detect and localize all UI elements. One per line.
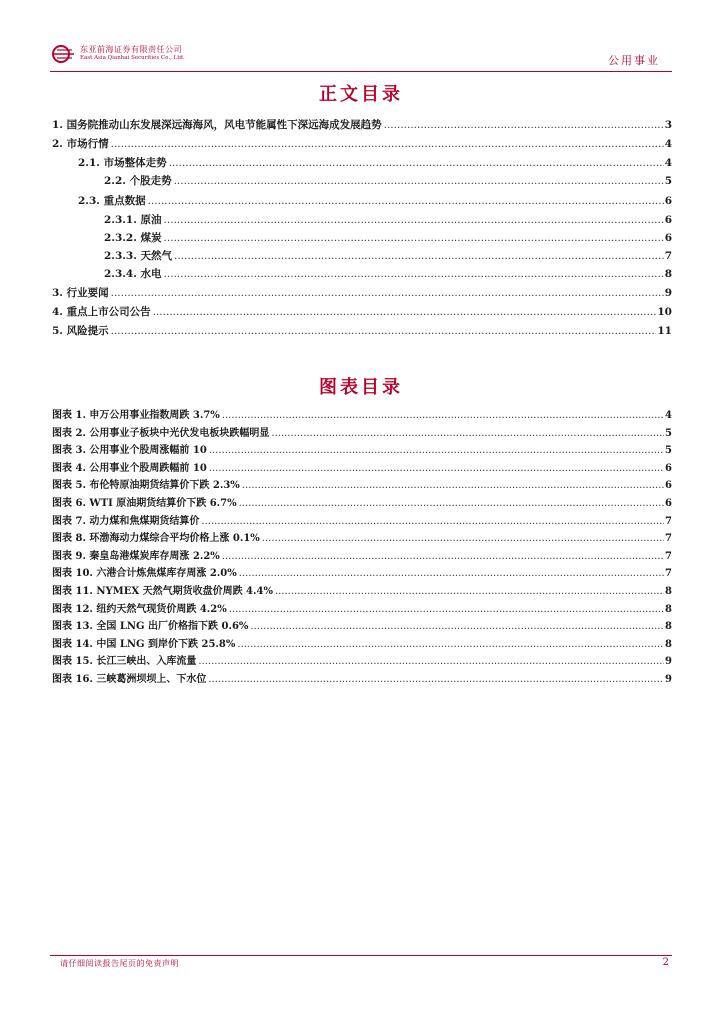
toc-entry[interactable] [104, 230, 672, 246]
entry-page-number: 7 [665, 533, 672, 545]
toc-entry[interactable] [52, 323, 672, 339]
entry-page-number: 10 [657, 306, 672, 318]
dot-leader [222, 549, 664, 565]
figure-entry[interactable] [52, 478, 672, 494]
entry-label: 图表 12. 纽约天然气现货价周跌 4.2% [52, 603, 227, 615]
toc-entry[interactable] [104, 266, 672, 282]
entry-label: 图表 1. 申万公用事业指数周跌 3.7% [52, 410, 220, 421]
entry-page-number: 9 [664, 287, 672, 299]
dot-leader [148, 193, 664, 209]
dot-leader [262, 531, 664, 547]
entry-page-number: 9 [665, 674, 672, 685]
entry-label: 2.1. 市场整体走势 [78, 157, 167, 169]
entry-label: 图表 11. NYMEX 天然气期货收盘价周跌 4.4% [52, 586, 273, 597]
toc-title: 正文目录 [319, 84, 403, 105]
entry-page-number: 8 [664, 268, 672, 280]
entry-label: 图表 5. 布伦特原油期货结算价下跌 2.3% [52, 480, 240, 492]
entry-page-number: 6 [665, 480, 672, 492]
footer-disclaimer: 请仔细阅读报告尾页的免责声明 [60, 959, 179, 968]
entry-page-number: 6 [664, 232, 672, 244]
entry-page-number: 4 [664, 138, 672, 150]
figure-entry[interactable] [52, 408, 672, 424]
entry-page-number: 8 [665, 603, 672, 615]
page-number: 2 [662, 957, 669, 968]
figure-entry[interactable] [52, 514, 672, 530]
company-name-en: East Asia Qianhai Securities Co., Ltd. [80, 55, 185, 61]
entry-label: 2. 市场行情 [52, 138, 109, 150]
dot-leader [169, 155, 664, 171]
figure-entry[interactable] [52, 672, 672, 688]
figure-entry[interactable] [52, 443, 672, 459]
entry-page-number: 6 [664, 214, 672, 226]
entry-label: 图表 4. 公用事业个股周跌幅前 10 [52, 462, 207, 474]
figure-entry[interactable] [52, 637, 672, 653]
entry-page-number: 6 [664, 195, 672, 207]
entry-label: 3. 行业要闻 [52, 287, 109, 299]
entry-label: 图表 15. 长江三峡出、入库流量 [52, 656, 197, 668]
toc-entry[interactable] [104, 173, 672, 189]
toc-entry[interactable] [52, 117, 672, 133]
dot-leader [164, 212, 664, 228]
dot-leader [275, 584, 664, 600]
toc-entry[interactable] [52, 285, 672, 301]
dot-leader [111, 323, 657, 339]
dot-leader [201, 514, 664, 530]
dot-leader [222, 408, 664, 424]
dot-leader [237, 637, 664, 653]
entry-page-number: 5 [664, 175, 672, 187]
figure-entry[interactable] [52, 531, 672, 547]
entry-label: 图表 14. 中国 LNG 到岸价下跌 25.8% [52, 638, 236, 650]
dot-leader [153, 304, 657, 320]
entry-label: 图表 16. 三峡葛洲坝坝上、下水位 [52, 674, 207, 685]
header-divider [50, 71, 672, 72]
entry-page-number: 7 [665, 550, 672, 562]
entry-label: 2.3.3. 天然气 [104, 250, 173, 262]
entry-label: 图表 9. 秦皇岛港煤炭库存周涨 2.2% [52, 550, 220, 562]
dot-leader [208, 672, 664, 688]
entry-page-number: 8 [665, 621, 672, 633]
entry-label: 图表 7. 动力煤和焦煤期货结算价 [52, 515, 200, 527]
entry-page-number: 7 [665, 515, 672, 527]
entry-page-number: 7 [664, 250, 672, 262]
entry-page-number: 9 [665, 656, 672, 668]
entry-label: 2.3. 重点数据 [78, 195, 146, 207]
toc-entry[interactable] [78, 193, 672, 209]
dot-leader [242, 478, 664, 494]
figure-entry[interactable] [52, 426, 672, 442]
entry-label: 2.3.4. 水电 [104, 268, 162, 280]
toc-entry[interactable] [104, 212, 672, 228]
dot-leader [384, 117, 664, 133]
page-header [50, 40, 672, 72]
entry-label: 1. 国务院推动山东发展深远海海风，风电节能属性下深远海成发展趋势 [52, 119, 382, 131]
entry-label: 5. 风险提示 [52, 325, 109, 337]
entry-label: 图表 2. 公用事业子板块中光伏发电板块跌幅明显 [52, 427, 270, 439]
entry-label: 图表 6. WTI 原油期货结算价下跌 6.7% [52, 498, 237, 509]
dot-leader [164, 266, 664, 282]
figure-entry[interactable] [52, 566, 672, 582]
company-name-cn: 东亚前海证券有限责任公司 [80, 45, 182, 54]
entry-label: 2.3.1. 原油 [104, 214, 162, 226]
figure-entry[interactable] [52, 619, 672, 635]
dot-leader [239, 566, 664, 582]
dot-leader [209, 461, 664, 477]
entry-page-number: 6 [665, 462, 672, 474]
toc-entry[interactable] [52, 304, 672, 320]
entry-page-number: 4 [665, 410, 672, 421]
footer-divider [50, 955, 672, 956]
figure-entry[interactable] [52, 584, 672, 600]
dot-leader [250, 619, 664, 635]
entry-page-number: 11 [657, 325, 672, 337]
entry-page-number: 5 [665, 445, 672, 457]
entry-label: 2.2. 个股走势 [104, 175, 172, 187]
dot-leader [111, 285, 664, 301]
dot-leader [174, 248, 664, 264]
figure-entry[interactable] [52, 602, 672, 618]
entry-page-number: 3 [664, 119, 672, 131]
entry-label: 4. 重点上市公司公告 [52, 306, 151, 318]
figure-entry[interactable] [52, 654, 672, 670]
entry-label: 图表 3. 公用事业个股周涨幅前 10 [52, 445, 207, 457]
entry-page-number: 8 [665, 586, 672, 597]
entry-page-number: 6 [665, 498, 672, 509]
entry-label: 图表 13. 全国 LNG 出厂价格指下跌 0.6% [52, 621, 249, 633]
entry-page-number: 4 [664, 157, 672, 169]
entry-page-number: 5 [665, 427, 672, 439]
entry-page-number: 7 [665, 568, 672, 580]
dot-leader [271, 426, 664, 442]
entry-page-number: 8 [665, 638, 672, 650]
toc-entry[interactable] [78, 155, 672, 171]
toc-entry[interactable] [52, 136, 672, 152]
dot-leader [164, 230, 664, 246]
entry-label: 图表 8. 环渤海动力煤综合平均价格上涨 0.1% [52, 533, 260, 545]
entry-label: 图表 10. 六港合计炼焦煤库存周涨 2.0% [52, 568, 237, 580]
dot-leader [229, 602, 664, 618]
figure-entry[interactable] [52, 549, 672, 565]
toc-entry[interactable] [104, 248, 672, 264]
figure-entry[interactable] [52, 461, 672, 477]
dot-leader [174, 173, 664, 189]
dot-leader [111, 136, 664, 152]
dot-leader [198, 654, 664, 670]
sector-label: 公用事业 [608, 54, 660, 67]
company-logo-icon [50, 44, 76, 64]
entry-label: 2.3.2. 煤炭 [104, 232, 162, 244]
figures-title: 图表目录 [319, 377, 403, 398]
figure-entry[interactable] [52, 496, 672, 512]
dot-leader [209, 443, 664, 459]
dot-leader [239, 496, 664, 512]
